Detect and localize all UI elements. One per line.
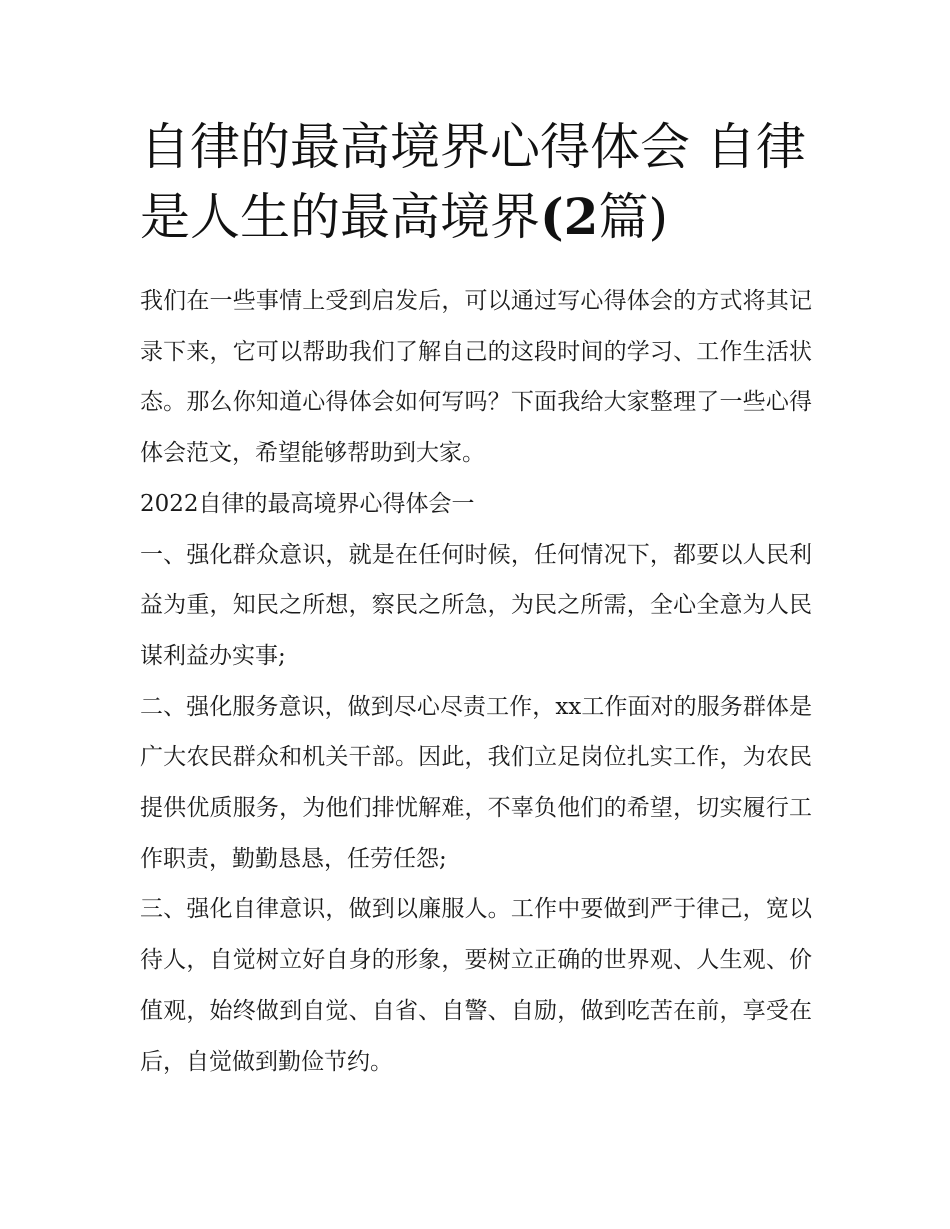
section-heading: 2022自律的最高境界心得体会一: [140, 490, 475, 517]
title-count: (2: [540, 187, 599, 246]
title-text: 自律的最高境界心得体会 自律是人生的最高境界: [140, 118, 806, 246]
point-one-paragraph: 一、强化群众意识，就是在任何时候，任何情况下，都要以人民利益为重，知民之所想，察民之所急，为民之所需，全心全意为人民谋利益办实事;: [140, 541, 812, 669]
intro-paragraph: 我们在一些事情上受到启发后，可以通过写心得体会的方式将其记录下来，它可以帮助我们了解自己的这段时间的学习、工作生活状态。那么你知道心得体会如何写吗？下面我给大家整理了一些心得体会范文，希望能够帮助到大家。: [140, 288, 812, 467]
point-two-paragraph: 二、强化服务意识，做到尽心尽责工作，xx工作面对的服务群体是广大农民群众和机关干部。因此，我们立足岗位扎实工作，为农民提供优质服务，为他们排忧解难，不辜负他们的希望，切实履行工作职责，勤勤恳恳，任劳任怨;: [140, 693, 812, 872]
title-suffix: 篇): [598, 188, 668, 246]
document-body: [140, 276, 812, 1087]
document-page: [140, 112, 812, 1087]
document-title: [140, 112, 812, 252]
point-three-paragraph: 三、强化自律意识，做到以廉服人。工作中要做到严于律己，宽以待人，自觉树立好自身的形象，要树立正确的世界观、人生观、价值观，始终做到自觉、自省、自警、自励，做到吃苦在前，享受在后，自觉做到勤俭节约。: [140, 896, 812, 1075]
